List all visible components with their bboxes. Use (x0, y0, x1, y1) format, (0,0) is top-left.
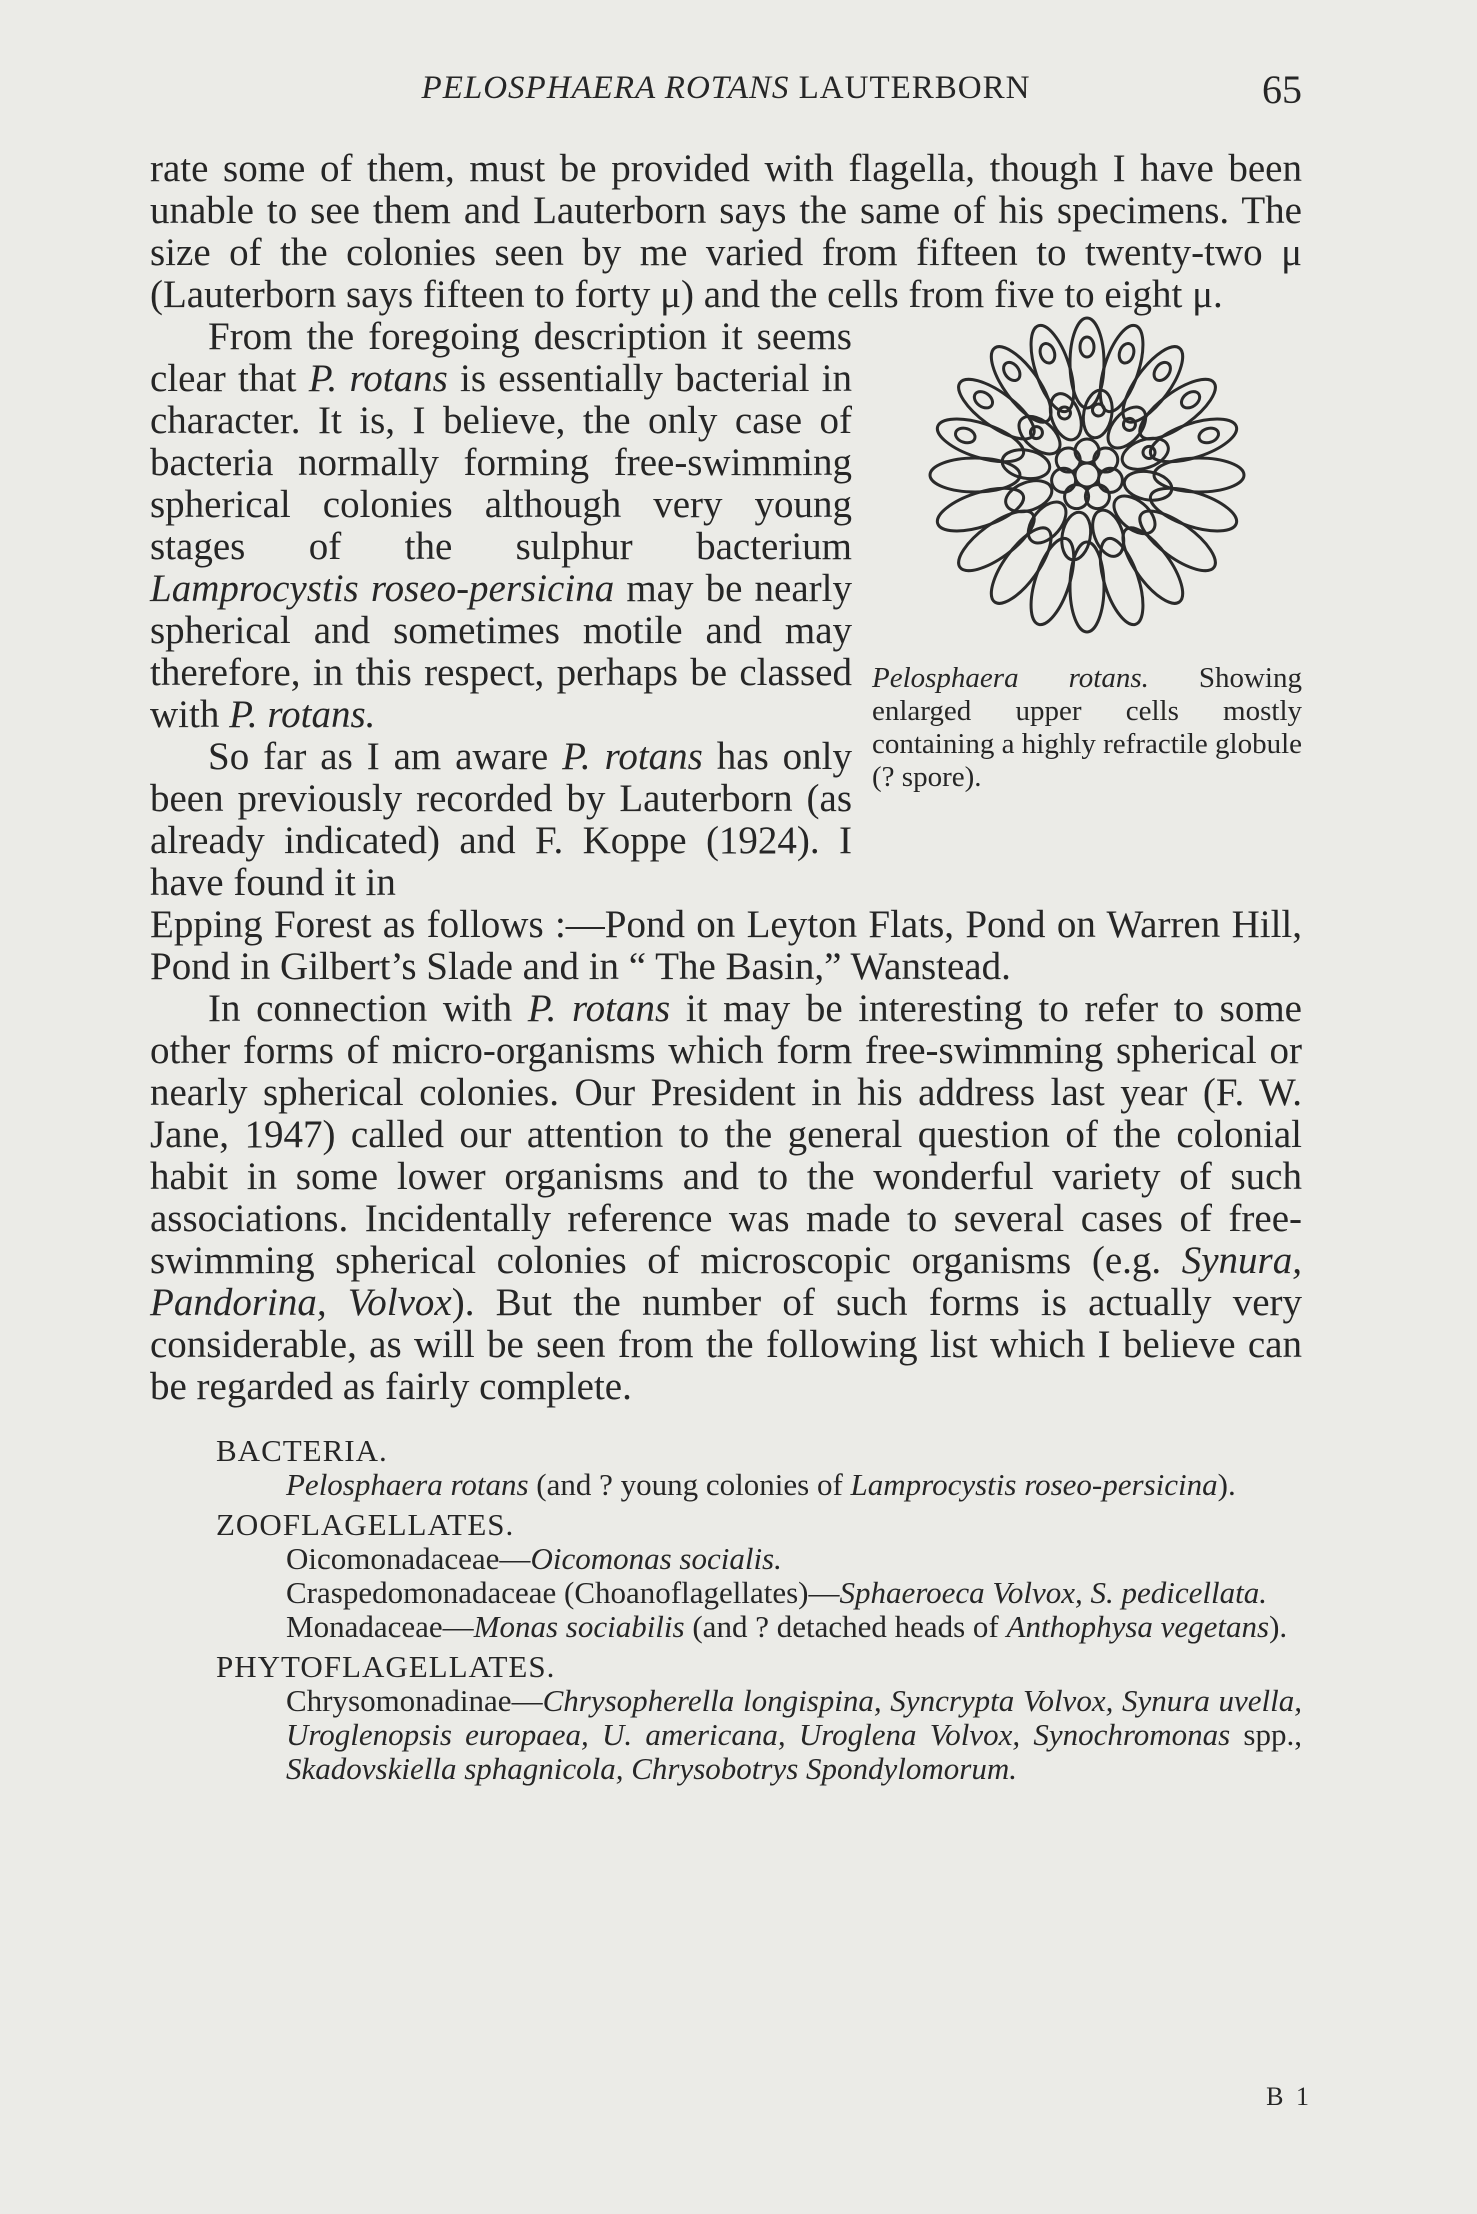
globule (1092, 403, 1106, 417)
middle-cell (1044, 389, 1087, 444)
list-item-italic: Monas sociabilis (473, 1609, 685, 1644)
globule (1000, 359, 1023, 383)
p2-text-b: is essentially bacterial in character. It is, I believe, the only case of bacteria normally forming free-swimming spherical colonies although very young stages of the sulphur bacterium (150, 357, 852, 568)
list-item (286, 1542, 1302, 1576)
globule (1080, 337, 1094, 357)
p2-text-a: From the foregoing description it seems clear that (150, 315, 852, 400)
list-item-italic: Oicomonas socialis. (530, 1541, 782, 1576)
outer-cell (981, 338, 1061, 431)
body-text (150, 148, 1302, 1786)
list-item-text: spp., (1230, 1717, 1302, 1752)
p2-italic-2: Lamprocystis roseo-persicina (150, 567, 615, 610)
list-group-heading: PHYTOFLAGELLATES. (216, 1649, 556, 1684)
middle-cell (1087, 506, 1130, 561)
paragraph-3b: Epping Forest as follows :—Pond on Leyton Flats, Pond on Warren Hill, Pond in Gilbert’s Slade and in “ The Basin,” Wanstead. (150, 903, 1302, 988)
list-item-text: Monadaceae— (286, 1609, 474, 1644)
caption-italic: Pelosphaera rotans. (872, 662, 1149, 694)
outer-cell (1131, 501, 1224, 581)
globule (1151, 359, 1174, 383)
p3-text-a: So far as I am aware (208, 735, 563, 778)
list-item-italic: Chrysopherella longispina, Syncrypta Volvox, Synura uvella, Uroglenopsis europaea, U. americana, Uroglena Volvox, Synochromonas (286, 1683, 1302, 1752)
running-title-italic: PELOSPHAERA ROTANS (421, 70, 790, 106)
p4-italic-1: P. rotans (527, 987, 671, 1030)
list-item-text: ). (1269, 1609, 1288, 1644)
p3-text-b: has only been previously recorded by Lauterborn (as already indicated) and F. Koppe (1924). I have found it in (150, 735, 852, 904)
globule (1117, 342, 1136, 365)
figure-caption (872, 662, 1302, 794)
list-item-text: Craspedomonadaceae (Choanoflagellates)— (286, 1575, 840, 1610)
globule (1038, 342, 1057, 365)
p2-text-c: may be nearly spherical and sometimes motile and may therefore, in this respect, perhaps be classed with (150, 567, 852, 736)
paragraph-2 (150, 316, 852, 736)
globule (1178, 388, 1202, 411)
outer-cell (1131, 369, 1224, 449)
globule (971, 388, 995, 411)
list-item-text: (and ? detached heads of (684, 1609, 1007, 1644)
list-item (286, 1468, 1302, 1502)
list-item-italic: Sphaeroeca Volvox, S. pedicellata. (839, 1575, 1268, 1610)
list-item (286, 1576, 1302, 1610)
list-item-italic: Skadovskiella sphagnicola, Chrysobotrys Spondylomorum. (286, 1751, 1018, 1786)
center-cell (1081, 481, 1113, 513)
globule (1197, 426, 1220, 445)
wrapped-column (150, 316, 852, 904)
list-item-text: Oicomonadaceae— (286, 1541, 531, 1576)
list-item-italic: Pelosphaera rotans (286, 1467, 529, 1502)
running-title-rest: LAUTERBORN (789, 70, 1031, 106)
middle-cell (1001, 475, 1056, 518)
caption-rest: Showing enlarged upper cells mostly containing a highly refractile globule (? spore). (872, 662, 1303, 793)
list-item (286, 1610, 1302, 1644)
p3-italic-1: P. rotans (562, 735, 703, 778)
p4-text-c: ). But the number of such forms is actually very considerable, as will be seen from the following list which I believe can be regarded as fairly complete. (150, 1281, 1302, 1408)
globule (954, 426, 977, 445)
running-title (150, 70, 1302, 107)
p4-text-b: it may be interesting to refer to some other forms of micro-organisms which form free-swimming spherical or nearly spherical colonies. Our President in his address last year (F. W. Jane, 1947) called our attention to the general question of the colonial habit in some lower organisms and to the wonderful variety of such associations. Incidentally reference was made to several cases of free-swimming spherical colonies of microscopic organisms (e.g. (150, 987, 1302, 1282)
list-item-text: ). (1217, 1467, 1236, 1502)
p2-italic-3: P. rotans. (229, 693, 376, 736)
signature-mark: B 1 (1266, 2082, 1312, 2111)
p2-italic-1: P. rotans (308, 357, 448, 400)
outer-cell (1113, 519, 1193, 612)
figure (872, 310, 1302, 794)
paragraph-1: rate some of them, must be provided with flagella, though I have been unable to see them and Lauterborn says the same of his specimens. The size of the colonies seen by me varied from fifteen to twenty-two μ (Lauterborn says fifteen to forty μ) and the cells from five to eight μ. (150, 147, 1302, 316)
list-group-heading: BACTERIA. (216, 1433, 388, 1468)
p4-text-a: In connection with (208, 987, 528, 1030)
running-header (150, 67, 1302, 120)
center-cell (1075, 463, 1099, 487)
list-item-italic: Anthophysa vegetans (1006, 1609, 1270, 1644)
middle-cell (1118, 432, 1173, 475)
outer-cell (1113, 338, 1193, 431)
outer-cell (950, 501, 1043, 581)
page-number: 65 (1262, 67, 1302, 112)
list-item (286, 1684, 1302, 1786)
list-item-text: Chrysomonadinae— (286, 1683, 543, 1718)
outer-cell (950, 369, 1043, 449)
list-item-text: (and ? young colonies of (528, 1467, 851, 1502)
center-cell (1075, 439, 1099, 463)
list-item-italic: Lamprocystis roseo-persicina (850, 1467, 1218, 1502)
organism-list (150, 1434, 1302, 1786)
outer-cell (981, 519, 1061, 612)
paragraph-4 (150, 988, 1302, 1408)
list-group-heading: ZOOFLAGELLATES. (216, 1507, 515, 1542)
p4-italic-2: Synura, Pandorina, Volvox (150, 1239, 1302, 1324)
paragraph-3a (150, 736, 852, 904)
colony-illustration (927, 310, 1247, 640)
